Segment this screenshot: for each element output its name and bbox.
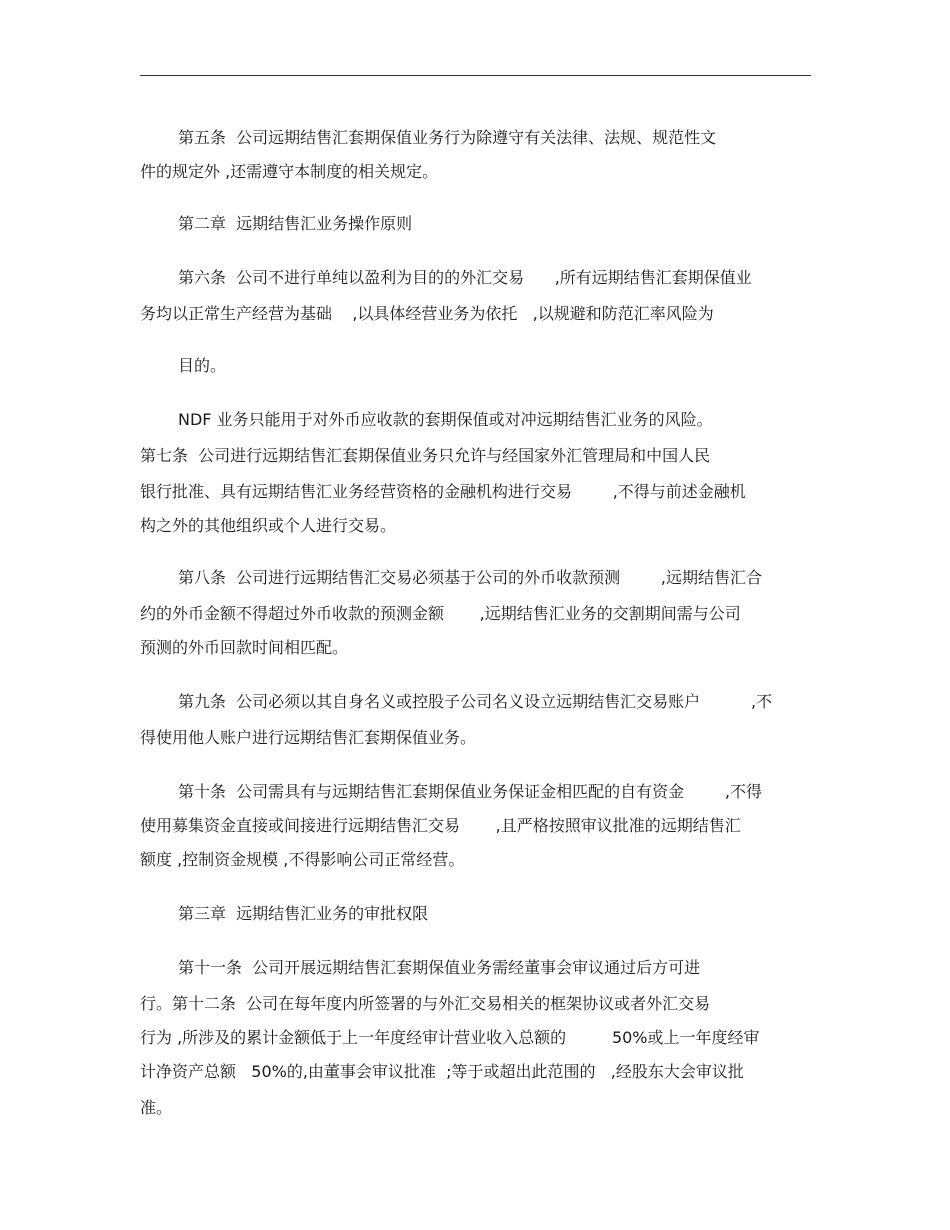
article-5-line-1: 第五条 公司远期结售汇套期保值业务行为除遵守有关法律、法规、规范性文 xyxy=(178,128,717,147)
article-6-line-1: 第六条 公司不进行单纯以盈利为目的的外汇交易 ,所有远期结售汇套期保值业 xyxy=(178,268,752,287)
article-6-line-2: 务均以正常生产经营为基础 ,以具体经营业务为依托 ,以规避和防范汇率风险为 xyxy=(140,304,714,323)
article-11-line-1: 第十一条 公司开展远期结售汇套期保值业务需经董事会审议通过后方可进 xyxy=(178,958,701,977)
article-11-12-line: 行。第十二条 公司在每年度内所签署的与外汇交易相关的框架协议或者外汇交易 xyxy=(140,994,711,1013)
article-12-line-2: 行为 ,所涉及的累计金额低于上一年度经审计营业收入总额的 50%或上一年度经审 xyxy=(140,1028,760,1047)
header-rule xyxy=(140,75,811,76)
article-12-line-4: 准。 xyxy=(140,1098,173,1117)
article-8-line-2: 约的外币金额不得超过外币收款的预测金额 ,远期结售汇业务的交割期间需与公司 xyxy=(140,604,741,623)
article-8-line-1: 第八条 公司进行远期结售汇交易必须基于公司的外币收款预测 ,远期结售汇合 xyxy=(178,568,762,587)
article-7-line-2: 银行批准、具有远期结售汇业务经营资格的金融机构进行交易 ,不得与前述金融机 xyxy=(140,482,746,501)
article-10-line-1: 第十条 公司需具有与远期结售汇套期保值业务保证金相匹配的自有资金 ,不得 xyxy=(178,782,762,801)
article-10-line-3: 额度 ,控制资金规模 ,不得影响公司正常经营。 xyxy=(140,850,465,869)
article-7-line-3: 构之外的其他组织或个人进行交易。 xyxy=(140,516,397,535)
article-9-line-1: 第九条 公司必须以其自身名义或控股子公司名义设立远期结售汇交易账户 ,不 xyxy=(178,692,773,711)
chapter-2-heading: 第二章 远期结售汇业务操作原则 xyxy=(178,214,413,233)
article-8-line-3: 预测的外币回款时间相匹配。 xyxy=(140,638,349,657)
article-6-line-3: 目的。 xyxy=(178,356,227,375)
chapter-3-heading: 第三章 远期结售汇业务的审批权限 xyxy=(178,904,429,923)
article-12-line-3: 计净资产总额 50%的,由董事会审议批准 ;等于或超出此范围的 ,经股东大会审议批 xyxy=(140,1062,744,1081)
ndf-line: NDF 业务只能用于对外币应收款的套期保值或对冲远期结售汇业务的风险。 xyxy=(178,410,713,429)
article-9-line-2: 得使用他人账户进行远期结售汇套期保值业务。 xyxy=(140,728,477,747)
article-5-line-2: 件的规定外 ,还需遵守本制度的相关规定。 xyxy=(140,162,439,181)
article-7-line-1: 第七条 公司进行远期结售汇套期保值业务只允许与经国家外汇管理局和中国人民 xyxy=(140,446,711,465)
article-10-line-2: 使用募集资金直接或间接进行远期结售汇交易 ,且严格按照审议批准的远期结售汇 xyxy=(140,816,741,835)
